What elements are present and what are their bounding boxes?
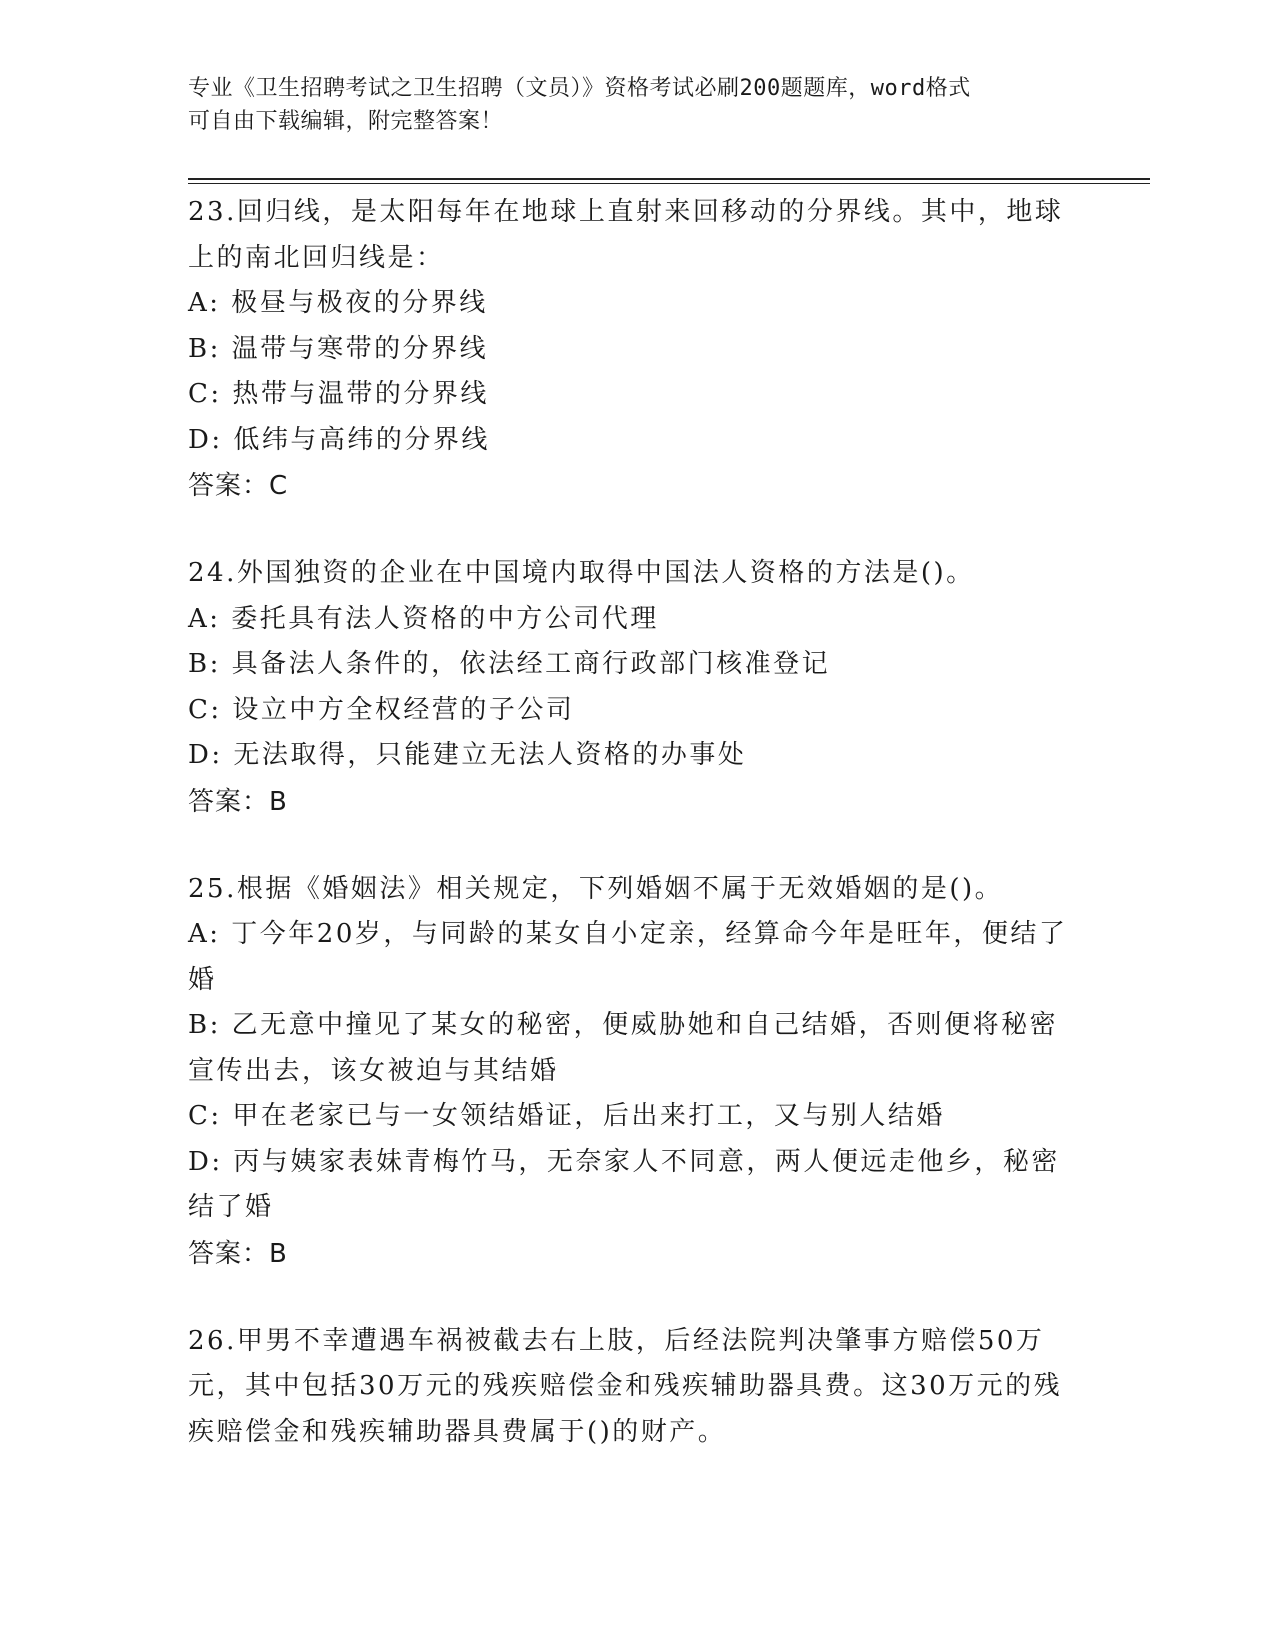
header-line-2: 可自由下载编辑，附完整答案！ [188,109,504,134]
option-d: D: 无法取得，只能建立无法人资格的办事处 [188,740,747,770]
document-header [188,72,1058,138]
header-line-1: 专业《卫生招聘考试之卫生招聘（文员）》资格考试必刷200题题库，word格式 [188,76,971,101]
header-divider-thin [188,183,1150,184]
header-divider-thick [188,178,1150,180]
question-stem: 23.回归线，是太阳每年在地球上直射来回移动的分界线。其中，地球上的南北回归线是： [188,197,1064,273]
answer: 答案：C [188,471,289,501]
question-stem: 25.根据《婚姻法》相关规定，下列婚姻不属于无效婚姻的是()。 [188,873,1004,904]
question-26 [188,1319,1068,1456]
option-b: B: 温带与寒带的分界线 [188,333,489,364]
question-24 [188,551,1068,825]
answer: 答案：B [188,1238,288,1269]
option-c: C: 热带与温带的分界线 [188,379,489,409]
option-c: C: 设立中方全权经营的子公司 [188,694,575,725]
question-23 [188,190,1068,509]
option-b: B: 具备法人条件的，依法经工商行政部门核准登记 [188,649,831,679]
answer: 答案：B [188,786,288,817]
question-25 [188,867,1068,1277]
option-c: C: 甲在老家已与一女领结婚证，后出来打工，又与别人结婚 [188,1101,945,1131]
option-a: A: 丁今年20岁，与同龄的某女自小定亲，经算命今年是旺年，便结了婚 [188,919,1068,995]
option-b: B: 乙无意中撞见了某女的秘密，便威胁她和自己结婚，否则便将秘密宣传出去，该女被迫与其结婚 [188,1010,1059,1086]
option-d: D: 丙与姨家表妹青梅竹马，无奈家人不同意，两人便远走他乡，秘密结了婚 [188,1146,1060,1222]
question-stem: 26.甲男不幸遭遇车祸被截去右上肢，后经法院判决肇事方赔偿50万元，其中包括30万元的残疾赔偿金和残疾辅助器具费。这30万元的残疾赔偿金和残疾辅助器具费属于()的财产。 [188,1325,1063,1447]
option-d: D: 低纬与高纬的分界线 [188,424,490,455]
option-a: A: 极昼与极夜的分界线 [188,288,488,318]
question-stem: 24.外国独资的企业在中国境内取得中国法人资格的方法是()。 [188,558,975,588]
option-a: A: 委托具有法人资格的中方公司代理 [188,603,659,634]
question-list [188,190,1068,1497]
